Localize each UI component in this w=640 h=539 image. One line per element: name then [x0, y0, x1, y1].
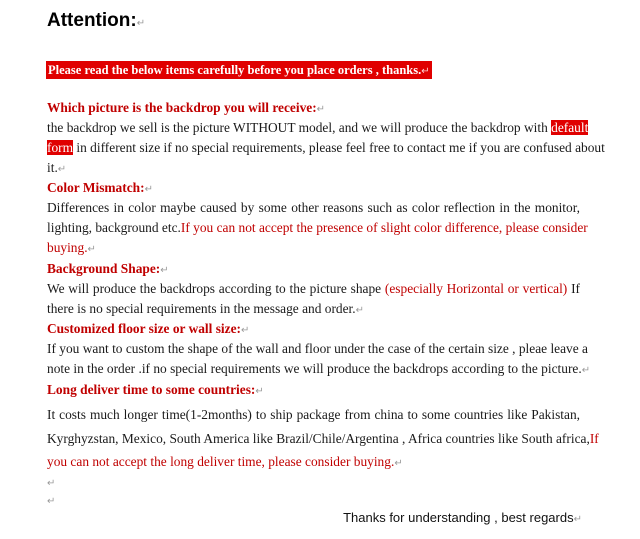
custom-text-line-2: note in the order .if no special requirements we will produce the backdrops according to the picture.↵: [47, 361, 591, 376]
color-text-line-3: buying.↵: [47, 240, 96, 255]
delivery-text-line-2: Kyrghyzstan, Mexico, South America like Brazil/Chile/Argentina , Africa countries like South africa,If: [47, 431, 599, 446]
color-text-line-1: Differences in color maybe caused by some other reasons such as color reflection in the monitor,: [47, 200, 580, 215]
shape-text-line-2: there is no special requirements in the message and order.↵: [47, 301, 365, 316]
delivery-text-line-1: It costs much longer time(1-2months) to ship package from china to some countries like Pakistan,: [47, 407, 580, 422]
section-heading-custom: Customized floor size or wall size:↵: [47, 321, 250, 336]
backdrop-text-line-2: form in different size if no special requirements, please feel free to contact me if you are confused about: [47, 140, 605, 155]
delivery-text-line-3: you can not accept the long deliver time, please consider buying.↵: [47, 454, 403, 469]
section-heading-delivery: Long deliver time to some countries:↵: [47, 382, 264, 397]
custom-text-line-1: If you want to custom the shape of the wall and floor under the case of the certain size , pleae leave a: [47, 341, 588, 356]
empty-paragraph: ↵: [47, 478, 56, 489]
backdrop-text-line-1: the backdrop we sell is the picture WITHOUT model, and we will produce the backdrop with default: [47, 120, 589, 135]
backdrop-text-line-3: it.↵: [47, 160, 67, 175]
shape-text-line-1: We will produce the backdrops according to the picture shape (especially Horizontal or vertical) If: [47, 281, 580, 296]
section-heading-color: Color Mismatch:↵: [47, 180, 153, 195]
section-heading-backdrop: Which picture is the backdrop you will receive:↵: [47, 100, 326, 115]
notice-banner: Please read the below items carefully before you place orders , thanks.↵: [48, 63, 430, 77]
section-heading-shape: Background Shape:↵: [47, 261, 169, 276]
color-text-line-2: lighting, background etc.If you can not accept the presence of slight color difference, please consider: [47, 220, 588, 235]
empty-paragraph: ↵: [47, 496, 56, 507]
page-title: Attention:↵: [47, 10, 146, 31]
signoff: Thanks for understanding , best regards↵: [343, 510, 582, 525]
